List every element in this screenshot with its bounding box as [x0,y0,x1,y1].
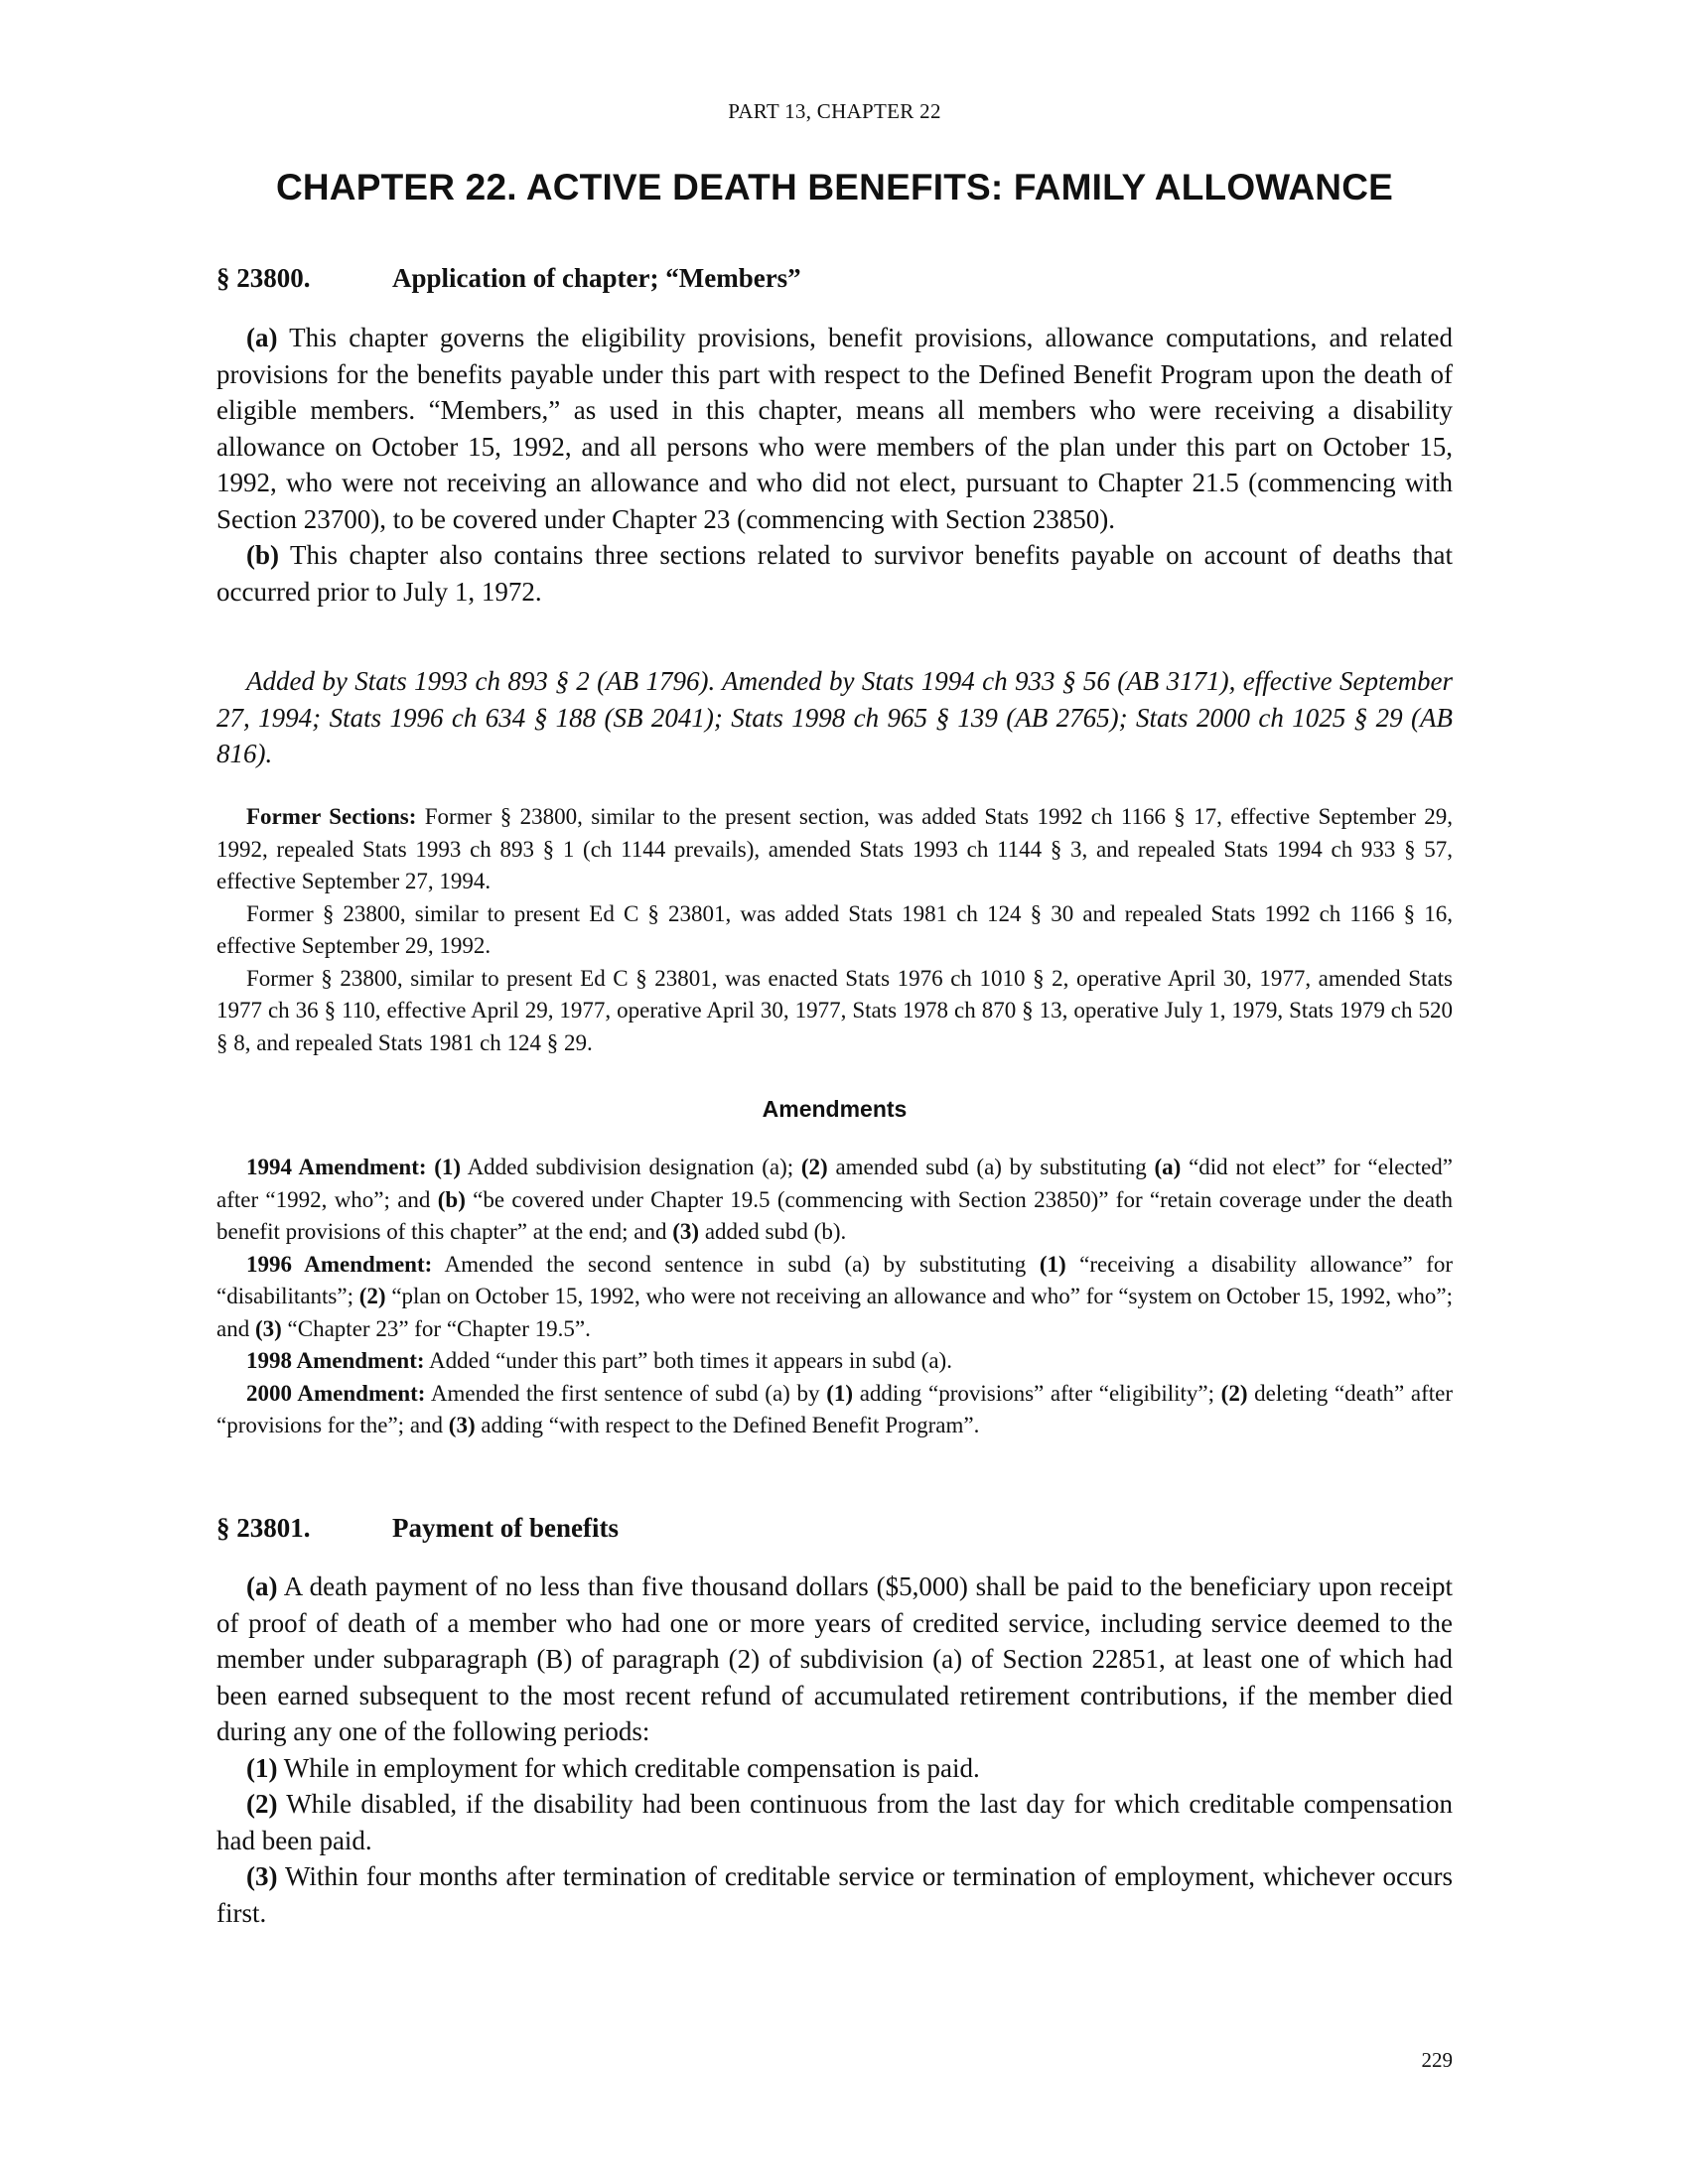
chapter-title: CHAPTER 22. ACTIVE DEATH BENEFITS: FAMILY ALLOWANCE [275,167,1394,207]
section-number: § 23801. [216,1513,311,1543]
section-body-23801 [216,1569,1453,1931]
amendments-heading: Amendments [762,1096,908,1122]
former-sections-note [216,801,1453,1059]
section-heading-23801 [216,1513,619,1544]
amendment-1998: 1998 Amendment: Added “under this part” both times it appears in subd (a). [246,1348,952,1373]
section-heading-23800 [216,263,801,294]
section-title: Payment of benefits [392,1513,619,1543]
paragraph-1: (1) While in employment for which creditable compensation is paid. [246,1752,980,1783]
former-section-1: Former Sections: Former § 23800, similar to the present section, was added Stats 1992 ch 1166 § 17, effective September 29, 1992, repealed Stats 1993 ch 893 § 1 (ch 1144 prevails), amended Stats 1993 ch 1144 § 3, and repealed Stats 1994 ch 933 § 57, effective September 27, 1994. [216,804,1454,893]
section-title: Application of chapter; “Members” [392,263,801,293]
running-head: PART 13, CHAPTER 22 [728,99,941,123]
subdivision-a: (a) This chapter governs the eligibility provisions, benefit provisions, allowance computations, and related provisions for the benefits payable under this part with respect to the Defined Benefit Program upon the death of eligible members. “Members,” as used in this chapter, means all members who were receiving a disability allowance on October 15, 1992, and all persons who were members of the plan under this part on October 15, 1992, who were not receiving an allowance and who did not elect, pursuant to Chapter 21.5 (commencing with Section 23700), to be covered under Chapter 23 (commencing with Section 23850). [216,323,1453,534]
amendment-1994: 1994 Amendment: (1) Added subdivision designation (a); (2) amended subd (a) by substituting (a) “did not elect” for “elected” after “1992, who”; and (b) “be covered under Chapter 19.5 (commencing with Section 23850)” for “retain coverage under the death benefit provisions of this chapter” at the end; and (3) added subd (b). [216,1155,1454,1244]
section-number: § 23800. [216,263,311,293]
section-body-23800 [216,320,1453,610]
amendment-1996: 1996 Amendment: Amended the second sentence in subd (a) by substituting (1) “receiving a disability allowance” for “disabilitants”; (2) “plan on October 15, 1992, who were not receiving an allowance and who” for “system on October 15, 1992, who”; and (3) “Chapter 23” for “Chapter 19.5”. [216,1251,1454,1341]
subdivision-a: (a) A death payment of no less than five thousand dollars ($5,000) shall be paid to the beneficiary upon receipt of proof of death of a member who had one or more years of credited service, including service deemed to the member under subparagraph (B) of paragraph (2) of subdivision (a) of Section 22851, at least one of which had been earned subsequent to the most recent refund of accumulated retirement contributions, if the member died during any one of the following periods: [216,1571,1453,1746]
former-section-2: Former § 23800, similar to present Ed C § 23801, was added Stats 1981 ch 124 § 30 and repealed Stats 1992 ch 1166 § 16, effective September 29, 1992. [216,900,1453,958]
page-number: 229 [1421,2048,1453,2072]
paragraph-2: (2) While disabled, if the disability had been continuous from the last day for which creditable compensation had been paid. [216,1789,1453,1855]
paragraph-3: (3) Within four months after termination of creditable service or termination of employment, whichever occurs first. [216,1861,1453,1928]
subdivision-b: (b) This chapter also contains three sections related to survivor benefits payable on account of deaths that occurred prior to July 1, 1972. [216,540,1453,607]
history-note: Added by Stats 1993 ch 893 § 2 (AB 1796). Amended by Stats 1994 ch 933 § 56 (AB 3171), effective September 27, 1994; Stats 1996 ch 634 § 188 (SB 2041); Stats 1998 ch 965 § 139 (AB 2765); Stats 2000 ch 1025 § 29 (AB 816). [216,666,1453,768]
amendment-2000: 2000 Amendment: Amended the first sentence of subd (a) by (1) adding “provisions” after “eligibility”; (2) deleting “death” after “provisions for the”; and (3) adding “with respect to the Defined Benefit Program”. [216,1380,1453,1437]
former-section-3: Former § 23800, similar to present Ed C § 23801, was enacted Stats 1976 ch 1010 § 2, operative April 30, 1977, amended Stats 1977 ch 36 § 110, effective April 29, 1977, operative April 30, 1977, Stats 1978 ch 870 § 13, operative July 1, 1979, Stats 1979 ch 520 § 8, and repealed Stats 1981 ch 124 § 29. [216,965,1453,1055]
amendments-list [216,1152,1453,1442]
